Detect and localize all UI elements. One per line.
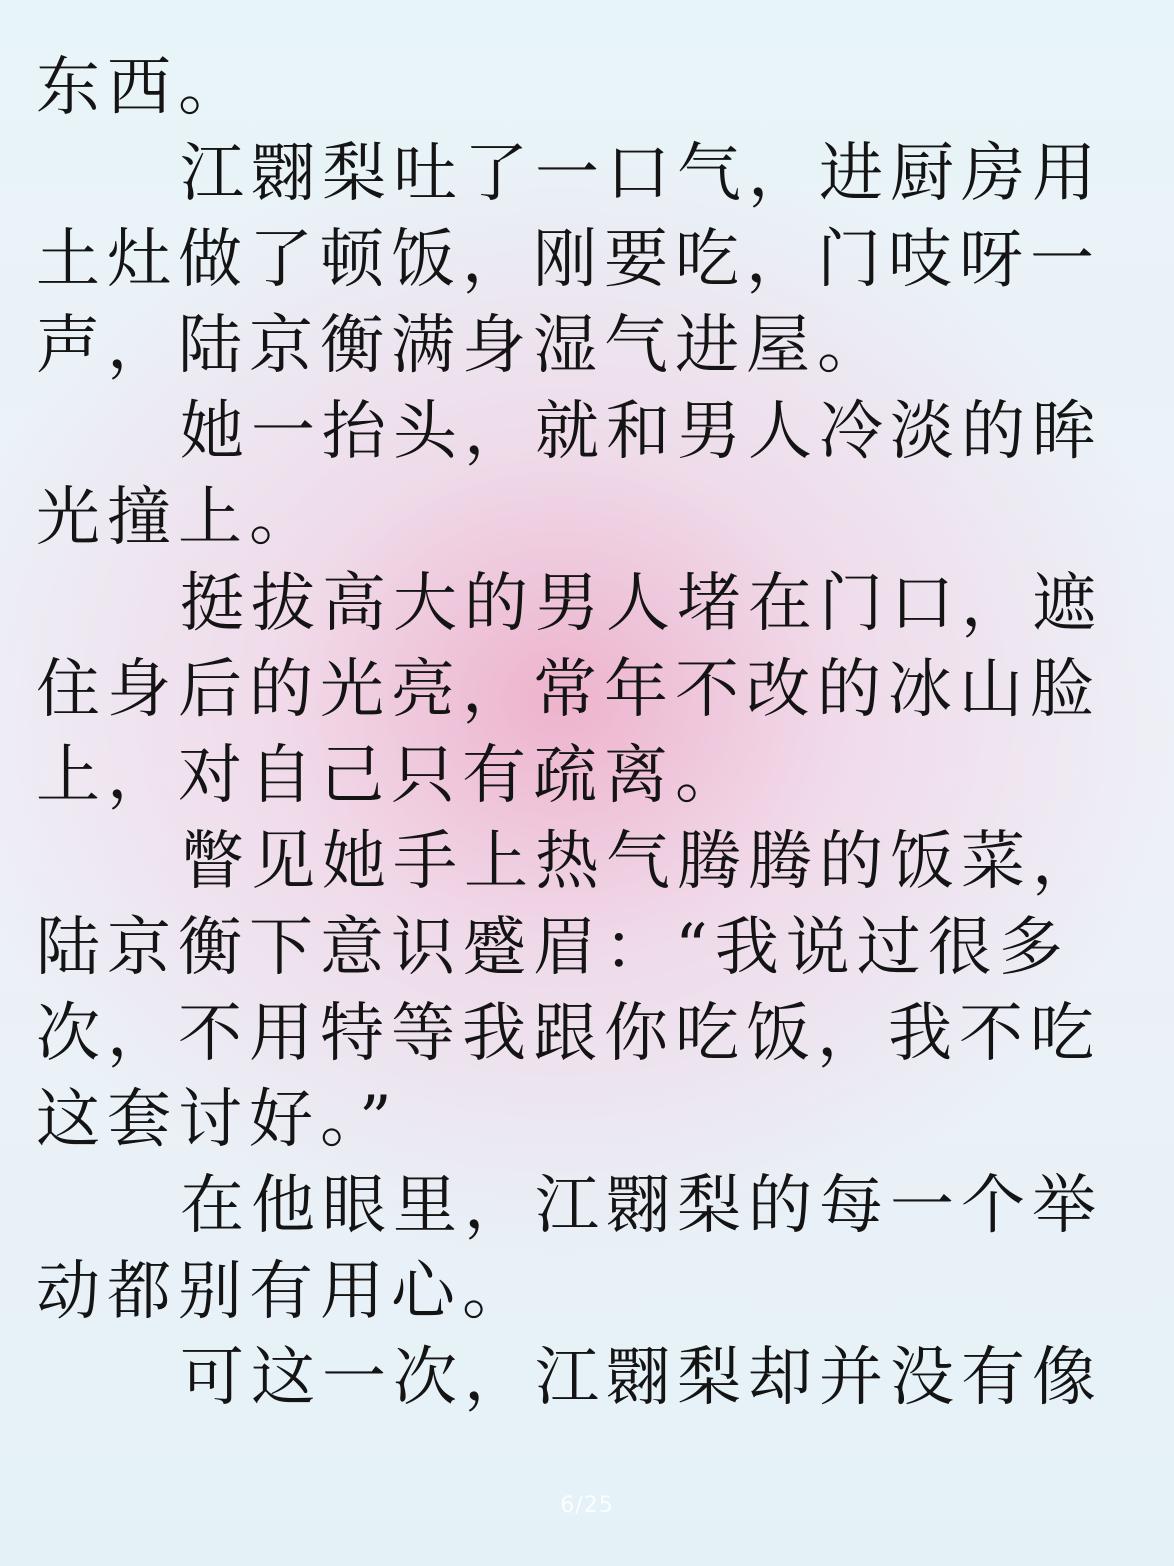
paragraph-start-line: 瞥见她手上热气腾腾的饭菜， [180, 826, 1103, 898]
paragraph-start-line: 她一抬头，就和男人冷淡的眸 [180, 396, 1103, 468]
paragraph-start-line: 挺拔高大的男人堵在门口，遮 [180, 568, 1103, 640]
text-line: 动都别有用心。 [36, 1256, 533, 1328]
text-line: 住身后的光亮，常年不改的冰山脸 [36, 654, 1101, 726]
paragraph-start-line: 可这一次，江翾梨却并没有像 [180, 1342, 1103, 1414]
page-number: 6/25 [560, 1493, 614, 1518]
text-line: 土灶做了顿饭，刚要吃，门吱呀一 [36, 224, 1101, 296]
text-line: 上，对自己只有疏离。 [36, 740, 746, 812]
text-line: 东西。 [36, 52, 249, 124]
text-line: 光撞上。 [36, 482, 320, 554]
text-line: 声，陆京衡满身湿气进屋。 [36, 310, 888, 382]
paragraph-start-line: 在他眼里，江翾梨的每一个举 [180, 1170, 1103, 1242]
paragraph-start-line: 江翾梨吐了一口气，进厨房用 [180, 138, 1103, 210]
text-line: 这套讨好。” [36, 1084, 399, 1156]
text-line: 陆京衡下意识蹙眉：“我说过很多 [36, 912, 1070, 984]
text-line: 次，不用特等我跟你吃饭，我不吃 [36, 998, 1101, 1070]
